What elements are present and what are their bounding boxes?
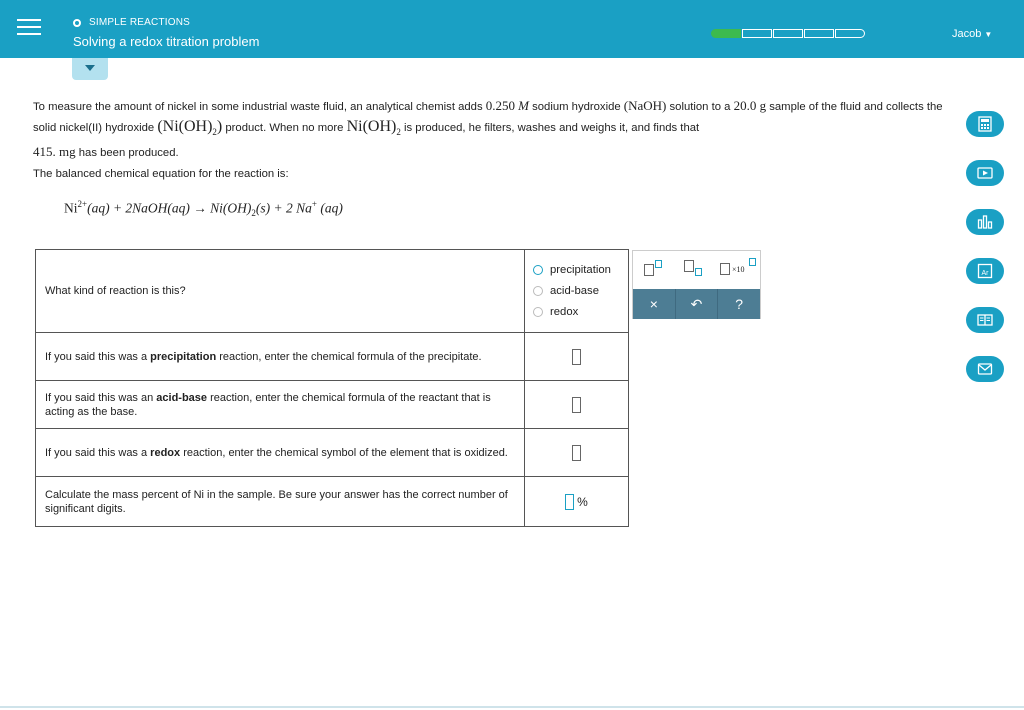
concentration-unit: M [518, 98, 529, 113]
formula-subscript: 2 [396, 127, 401, 138]
topic-text: SIMPLE REACTIONS [89, 17, 190, 28]
problem-text: is produced, he filters, washes and weighs it, and finds that [404, 122, 700, 134]
palette-buttons [633, 289, 760, 319]
user-menu[interactable] [952, 28, 992, 40]
caret-down-icon: ▼ [984, 30, 993, 39]
page-title: Solving a redox titration problem [73, 34, 260, 49]
problem-statement [33, 96, 945, 163]
answer-cell [525, 477, 629, 527]
question-table [35, 249, 629, 527]
collapse-tab[interactable] [72, 58, 108, 80]
progress-segment [742, 29, 772, 38]
nickel-hydroxide-formula [346, 118, 401, 138]
table-row [36, 381, 629, 429]
naoh-formula: (NaOH) [623, 98, 667, 113]
radio-label: redox [550, 306, 579, 318]
periodic-symbol: Ar [981, 270, 989, 277]
question-text: If you said this was an [45, 391, 157, 404]
x10-label: ×10 [732, 265, 745, 274]
periodic-table-icon [977, 263, 993, 279]
answer-cell [525, 381, 629, 429]
concentration-value: 0.250 [485, 98, 515, 113]
question-text: reaction, enter the chemical symbol of the element that is oxidized. [180, 446, 508, 459]
clear-button[interactable]: × [633, 289, 676, 319]
message-button[interactable] [966, 356, 1004, 382]
calculator-button[interactable] [966, 111, 1004, 137]
equation-superscript: + [311, 199, 317, 209]
radio-label: acid-base [550, 285, 599, 297]
table-row [36, 477, 629, 527]
top-bar [0, 0, 1024, 58]
problem-text: solution to a [669, 101, 731, 113]
formula-part: ) [216, 118, 223, 135]
radio-circle-icon [533, 286, 543, 296]
formula-part: Ni(OH) [346, 118, 397, 135]
table-row [36, 429, 629, 477]
progress-segment [804, 29, 834, 38]
oxidized-element-input[interactable] [572, 445, 581, 461]
product-formula [157, 118, 223, 138]
progress-bar [711, 29, 866, 38]
subscript-box-icon [695, 268, 702, 276]
question-keyword: redox [150, 446, 181, 459]
formula-subscript: 2 [212, 127, 217, 138]
topic-status-icon [73, 19, 81, 27]
exponent-box-icon [749, 258, 756, 266]
progress-segment-done [711, 29, 741, 38]
chevron-down-icon [85, 65, 95, 71]
radio-precipitation[interactable] [533, 260, 628, 281]
question-keyword: precipitation [150, 350, 217, 363]
question-text: If you said this was a [45, 350, 151, 363]
data-chart-icon [977, 214, 993, 230]
box-icon [684, 260, 694, 272]
progress-segment [773, 29, 803, 38]
question-text: reaction, enter the chemical formula of the reactant that is acting as the base. [45, 391, 491, 418]
question-mass-percent: Calculate the mass percent of Ni in the sample. Be sure your answer has the correct number of significant digits. [36, 477, 525, 527]
periodic-table-button[interactable] [966, 258, 1004, 284]
sample-mass: 20.0 g [733, 98, 767, 113]
radio-circle-icon [533, 307, 543, 317]
equation-term: Ni [64, 200, 78, 216]
equation-term: (aq) + 2NaOH(aq) → Ni(OH) [87, 200, 252, 216]
equation-term: (s) + 2 Na [255, 200, 312, 216]
radio-circle-icon [533, 265, 543, 275]
radio-redox[interactable] [533, 302, 628, 323]
radio-acid-base[interactable] [533, 281, 628, 302]
equation-intro: The balanced chemical equation for the reaction is: [33, 168, 289, 180]
equation-subscript: 2 [251, 208, 256, 219]
video-button[interactable] [966, 160, 1004, 186]
textbook-button[interactable] [966, 307, 1004, 333]
message-icon [977, 361, 993, 377]
progress-segment [835, 29, 865, 38]
problem-text: product. When no more [225, 122, 344, 134]
menu-icon[interactable] [17, 19, 41, 39]
box-icon [644, 264, 654, 276]
calculator-icon [977, 116, 993, 132]
answer-cell [525, 429, 629, 477]
formula-part: (Ni(OH) [157, 118, 213, 135]
problem-text: sample of the fluid and collects the solid nickel(II) hydroxide [33, 101, 943, 134]
radio-label: precipitation [550, 264, 611, 276]
question-reaction-type: What kind of reaction is this? [36, 250, 525, 333]
data-chart-button[interactable] [966, 209, 1004, 235]
topic-label [73, 17, 190, 28]
box-icon [720, 263, 730, 275]
math-palette [632, 250, 761, 319]
problem-text: sodium hydroxide [532, 101, 621, 113]
mass-percent-input[interactable] [565, 494, 574, 510]
table-row [36, 250, 629, 333]
question-oxidized [36, 429, 525, 477]
question-keyword: acid-base [156, 391, 208, 404]
problem-text: To measure the amount of nickel in some industrial waste fluid, an analytical chemist adds [33, 101, 483, 113]
question-precipitate [36, 333, 525, 381]
question-base [36, 381, 525, 429]
question-text: If you said this was a [45, 446, 151, 459]
equation-term: (aq) [316, 200, 343, 216]
undo-button[interactable]: ↶ [676, 289, 719, 319]
precipitate-formula-input[interactable] [572, 349, 581, 365]
table-row [36, 333, 629, 381]
question-text: reaction, enter the chemical formula of the precipitate. [216, 350, 482, 363]
textbook-icon [977, 312, 993, 328]
balanced-equation [64, 199, 343, 218]
product-mass: 415. mg [33, 144, 76, 160]
user-name: Jacob [952, 28, 982, 40]
problem-text: has been produced. [78, 147, 179, 160]
answer-cell [525, 333, 629, 381]
video-icon [977, 165, 993, 181]
superscript-box-icon [655, 260, 662, 268]
percent-unit: % [577, 494, 588, 509]
bottom-divider [0, 706, 1024, 708]
help-button[interactable]: ? [718, 289, 760, 319]
base-formula-input[interactable] [572, 397, 581, 413]
reaction-type-options [525, 250, 629, 333]
equation-superscript: 2+ [77, 199, 88, 209]
tool-sidebar [966, 111, 1006, 405]
